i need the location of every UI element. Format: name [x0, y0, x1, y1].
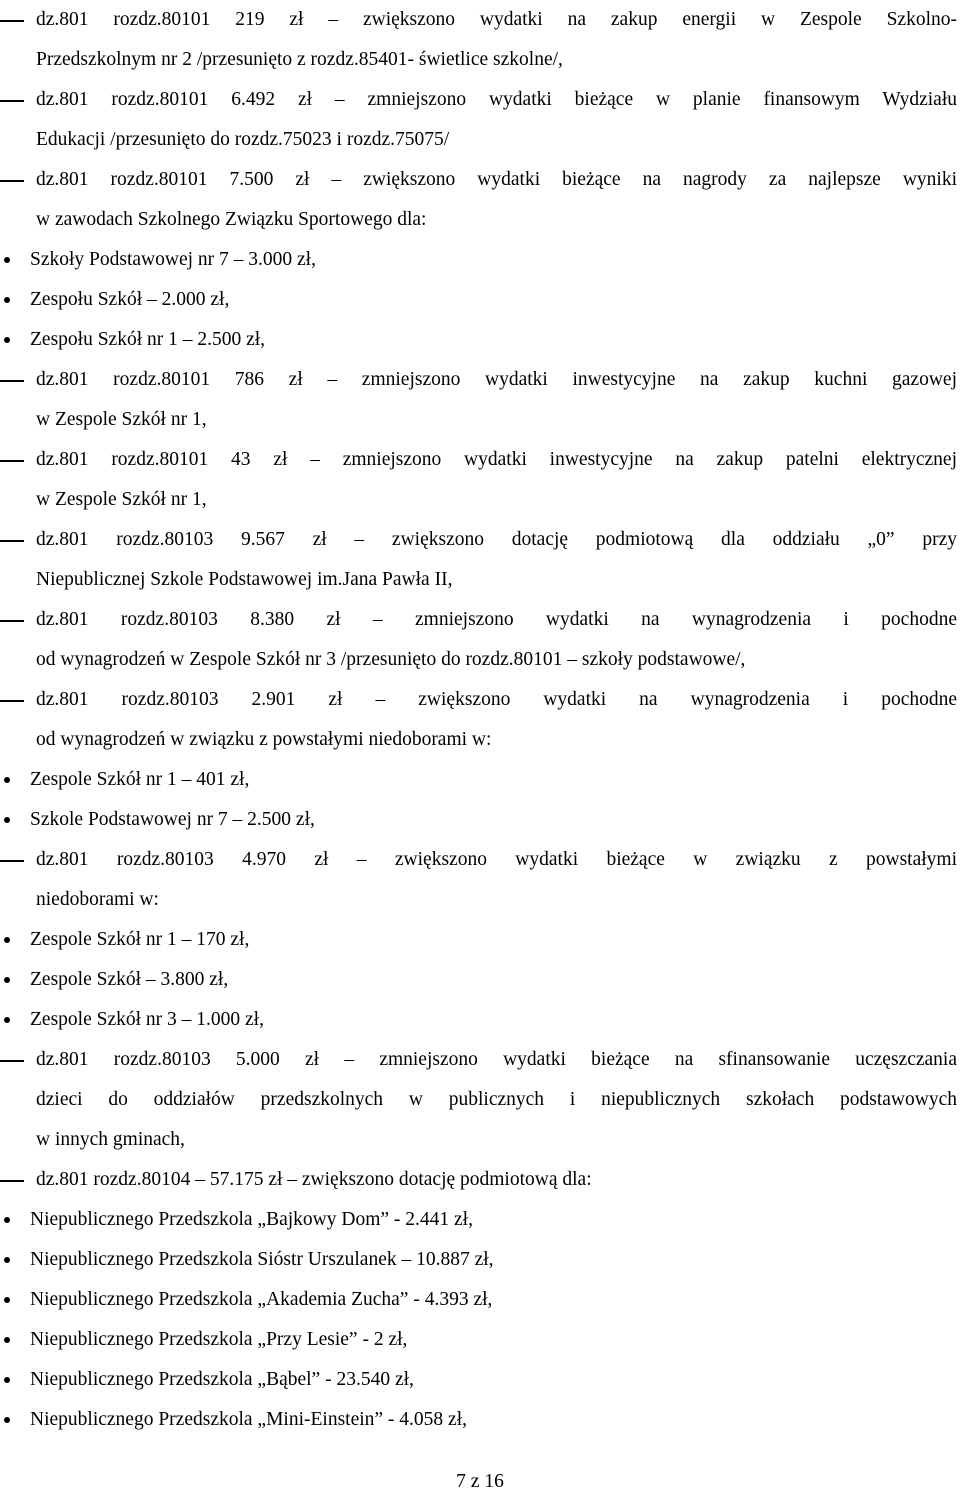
bullet-marker-icon: [4, 1417, 10, 1423]
text-line: [0, 480, 960, 520]
item-text: dz.801 rozdz.80101 219 zł – zwiększono wydatki na zakup energii w Zespole Szkolno-: [36, 9, 957, 30]
item-text: Zespołu Szkół nr 1 – 2.500 zł,: [30, 329, 266, 350]
item-text: dz.801 rozdz.80101 43 zł – zmniejszono wydatki inwestycyjne na zakup patelni elektrycznej: [36, 449, 957, 470]
dash-marker-icon: [0, 20, 24, 22]
dash-marker-icon: [0, 380, 24, 382]
item-text: Niepublicznego Przedszkola „Bąbel” - 23.540 zł,: [30, 1369, 414, 1390]
text-line: [0, 840, 960, 880]
bullet-list-item: [0, 1280, 960, 1320]
dash-list-item: [0, 160, 960, 240]
item-text: dz.801 rozdz.80103 9.567 zł – zwiększono dotację podmiotową dla oddziału „0” przy: [36, 529, 957, 550]
bullet-marker-icon: [4, 1017, 10, 1023]
dash-list-item: [0, 360, 960, 440]
bullet-list-item: [0, 920, 960, 960]
item-text: dz.801 rozdz.80103 8.380 zł – zmniejszono wydatki na wynagrodzenia i pochodne: [36, 609, 957, 630]
text-line: [0, 360, 960, 400]
item-text: niedoborami w:: [36, 889, 159, 910]
text-line: [0, 1120, 960, 1160]
item-text: dz.801 rozdz.80103 5.000 zł – zmniejszono wydatki bieżące na sfinansowanie uczęszczania: [36, 1049, 957, 1070]
dash-marker-icon: [0, 620, 24, 622]
dash-list-item: [0, 600, 960, 680]
text-line: [0, 1240, 960, 1280]
dash-list-item: [0, 1160, 960, 1200]
item-text: Zespole Szkół nr 1 – 401 zł,: [30, 769, 250, 790]
text-line: [0, 1280, 960, 1320]
item-text: Zespole Szkół nr 1 – 170 zł,: [30, 929, 250, 950]
bullet-list-item: [0, 1200, 960, 1240]
text-line: [0, 1000, 960, 1040]
item-text: Szkoły Podstawowej nr 7 – 3.000 zł,: [30, 249, 316, 270]
dash-marker-icon: [0, 700, 24, 702]
bullet-marker-icon: [4, 817, 10, 823]
page-number: 7 z 16: [456, 1471, 504, 1492]
item-text: Niepublicznego Przedszkola Sióstr Urszulanek – 10.887 zł,: [30, 1249, 494, 1270]
bullet-list-item: [0, 1400, 960, 1440]
text-line: [0, 1080, 960, 1120]
bullet-marker-icon: [4, 977, 10, 983]
dash-marker-icon: [0, 460, 24, 462]
bullet-list-item: [0, 760, 960, 800]
bullet-marker-icon: [4, 937, 10, 943]
item-text: w innych gminach,: [36, 1129, 185, 1150]
item-text: Zespole Szkół nr 3 – 1.000 zł,: [30, 1009, 264, 1030]
dash-marker-icon: [0, 860, 24, 862]
item-text: dz.801 rozdz.80101 7.500 zł – zwiększono wydatki bieżące na nagrody za najlepsze wyniki: [36, 169, 957, 190]
dash-list-item: [0, 1040, 960, 1160]
bullet-list-item: [0, 280, 960, 320]
text-line: [0, 640, 960, 680]
item-text: w Zespole Szkół nr 1,: [36, 489, 207, 510]
text-line: [0, 1040, 960, 1080]
dash-list-item: [0, 440, 960, 520]
bullet-list-item: [0, 1320, 960, 1360]
item-text: Edukacji /przesunięto do rozdz.75023 i rozdz.75075/: [36, 129, 450, 150]
text-line: [0, 600, 960, 640]
item-text: dz.801 rozdz.80104 – 57.175 zł – zwiększono dotację podmiotową dla:: [36, 1169, 592, 1190]
item-text: Przedszkolnym nr 2 /przesunięto z rozdz.85401- świetlice szkolne/,: [36, 49, 563, 70]
dash-list-item: [0, 0, 960, 80]
text-line: [0, 720, 960, 760]
text-line: [0, 440, 960, 480]
text-line: [0, 960, 960, 1000]
text-line: [0, 1160, 960, 1200]
bullet-marker-icon: [4, 1297, 10, 1303]
text-line: [0, 520, 960, 560]
item-text: Szkole Podstawowej nr 7 – 2.500 zł,: [30, 809, 315, 830]
text-line: [0, 160, 960, 200]
text-line: [0, 240, 960, 280]
text-line: [0, 0, 960, 40]
item-text: dzieci do oddziałów przedszkolnych w publicznych i niepublicznych szkołach podstawowych: [36, 1089, 957, 1110]
item-text: od wynagrodzeń w Zespole Szkół nr 3 /przesunięto do rozdz.80101 – szkoły podstawowe/,: [36, 649, 746, 670]
text-line: [0, 880, 960, 920]
dash-list-item: [0, 840, 960, 920]
text-line: [0, 680, 960, 720]
bullet-list-item: [0, 320, 960, 360]
bullet-marker-icon: [4, 337, 10, 343]
dash-list-item: [0, 680, 960, 760]
item-text: dz.801 rozdz.80101 786 zł – zmniejszono wydatki inwestycyjne na zakup kuchni gazowej: [36, 369, 957, 390]
item-text: dz.801 rozdz.80103 2.901 zł – zwiększono wydatki na wynagrodzenia i pochodne: [36, 689, 957, 710]
text-line: [0, 1200, 960, 1240]
text-line: [0, 120, 960, 160]
text-line: [0, 560, 960, 600]
text-line: [0, 320, 960, 360]
bullet-marker-icon: [4, 1377, 10, 1383]
item-text: od wynagrodzeń w związku z powstałymi niedoborami w:: [36, 729, 492, 750]
bullet-marker-icon: [4, 1217, 10, 1223]
dash-list-item: [0, 520, 960, 600]
text-line: [0, 760, 960, 800]
dash-marker-icon: [0, 540, 24, 542]
bullet-list-item: [0, 960, 960, 1000]
bullet-marker-icon: [4, 777, 10, 783]
item-text: Niepublicznego Przedszkola „Mini-Einstein” - 4.058 zł,: [30, 1409, 467, 1430]
text-line: [0, 280, 960, 320]
item-text: w zawodach Szkolnego Związku Sportowego dla:: [36, 209, 427, 230]
text-line: [0, 400, 960, 440]
text-line: [0, 1320, 960, 1360]
text-line: [0, 920, 960, 960]
bullet-marker-icon: [4, 297, 10, 303]
bullet-list-item: [0, 1000, 960, 1040]
text-line: [0, 40, 960, 80]
text-line: [0, 80, 960, 120]
bullet-marker-icon: [4, 1257, 10, 1263]
item-text: Niepublicznego Przedszkola „Akademia Zucha” - 4.393 zł,: [30, 1289, 493, 1310]
item-text: Niepublicznego Przedszkola „Przy Lesie” - 2 zł,: [30, 1329, 408, 1350]
item-text: Zespole Szkół – 3.800 zł,: [30, 969, 229, 990]
bullet-list-item: [0, 1240, 960, 1280]
bullet-list-item: [0, 800, 960, 840]
bullet-list-item: [0, 240, 960, 280]
text-line: [0, 1360, 960, 1400]
dash-marker-icon: [0, 100, 24, 102]
item-text: Niepublicznego Przedszkola „Bajkowy Dom” - 2.441 zł,: [30, 1209, 473, 1230]
bullet-list-item: [0, 1360, 960, 1400]
item-text: dz.801 rozdz.80103 4.970 zł – zwiększono wydatki bieżące w związku z powstałymi: [36, 849, 957, 870]
dash-marker-icon: [0, 180, 24, 182]
dash-list-item: [0, 80, 960, 160]
dash-marker-icon: [0, 1180, 24, 1182]
item-text: w Zespole Szkół nr 1,: [36, 409, 207, 430]
dash-marker-icon: [0, 1060, 24, 1062]
item-text: dz.801 rozdz.80101 6.492 zł – zmniejszono wydatki bieżące w planie finansowym Wydziału: [36, 89, 957, 110]
text-line: [0, 1400, 960, 1440]
text-line: [0, 200, 960, 240]
bullet-marker-icon: [4, 1337, 10, 1343]
text-line: [0, 800, 960, 840]
bullet-marker-icon: [4, 257, 10, 263]
item-text: Zespołu Szkół – 2.000 zł,: [30, 289, 230, 310]
item-text: Niepublicznej Szkole Podstawowej im.Jana Pawła II,: [36, 569, 453, 590]
